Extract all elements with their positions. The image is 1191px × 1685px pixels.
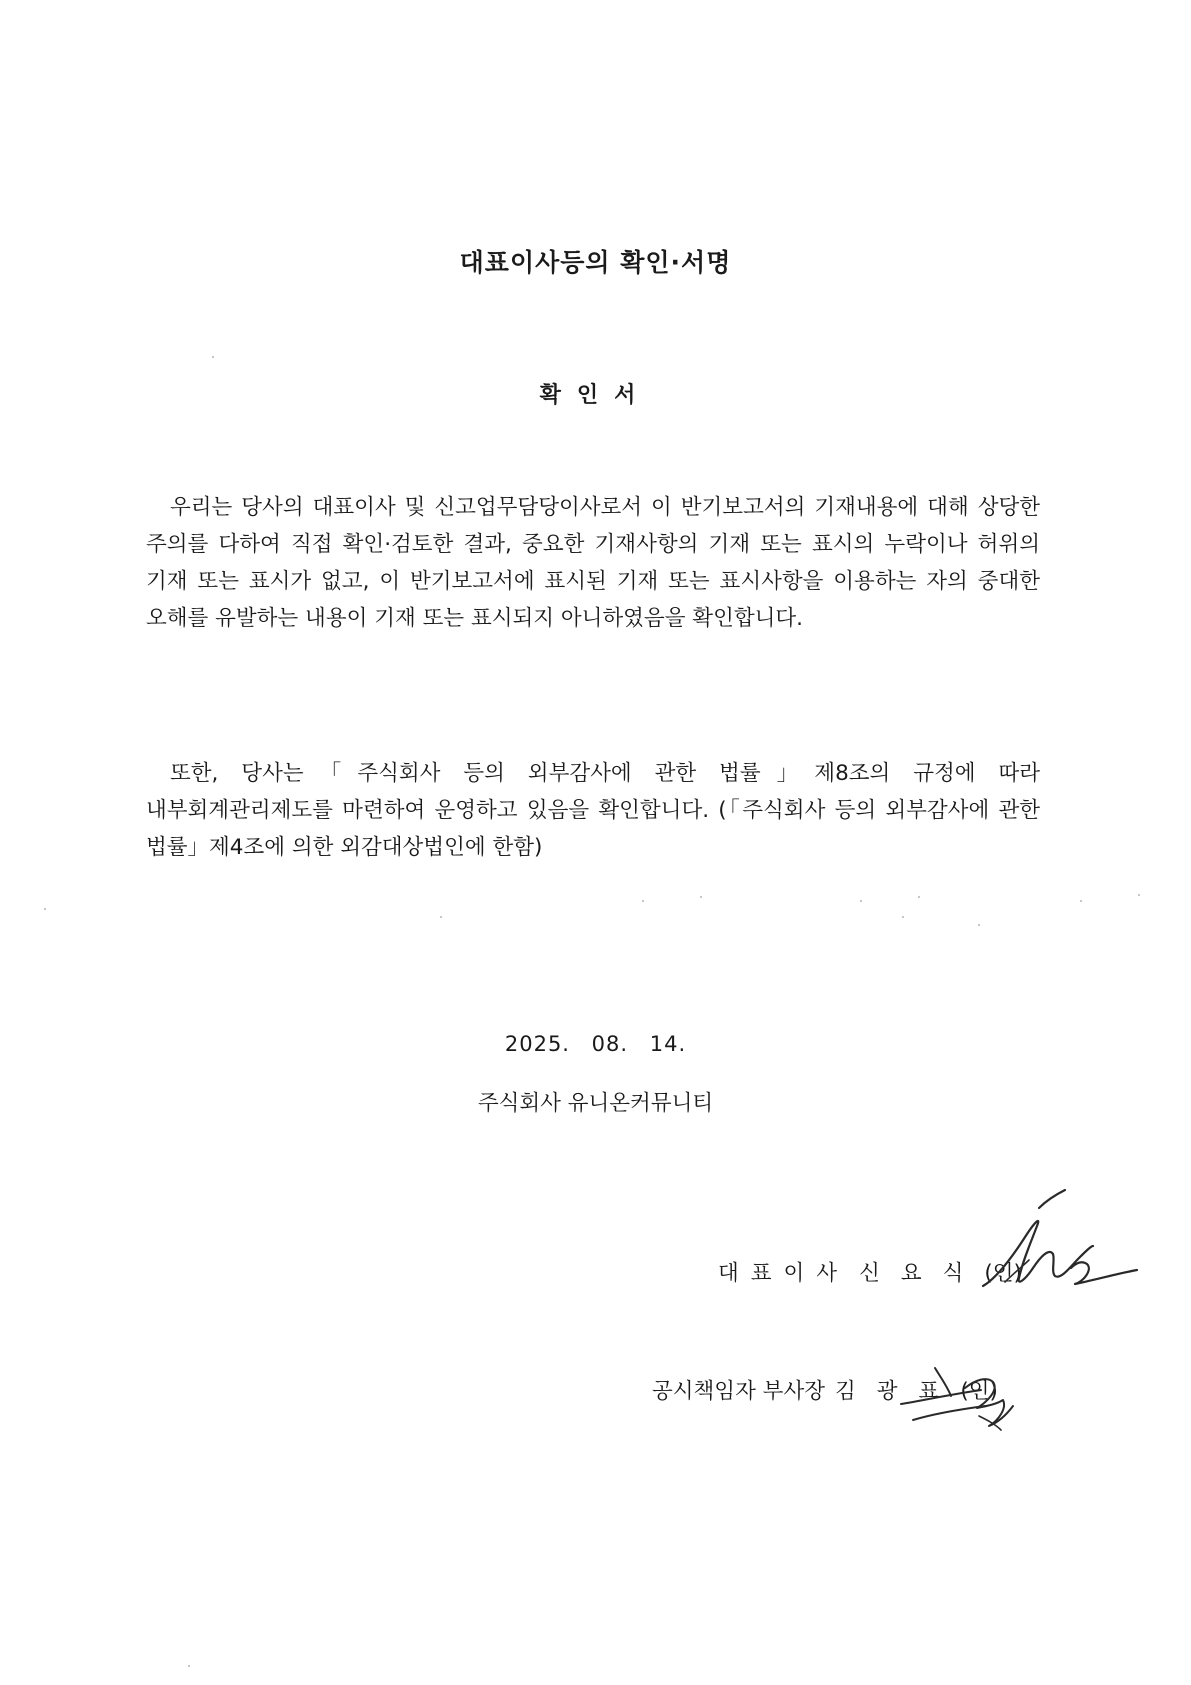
signatory-name: 김광표 bbox=[835, 1379, 961, 1404]
document-subtitle: 확인서 bbox=[539, 383, 652, 408]
signatory-role: 대표이사 bbox=[718, 1261, 850, 1286]
document-date: 2025. 08. 14. bbox=[504, 1032, 687, 1056]
scan-speck bbox=[44, 908, 46, 910]
scan-speck bbox=[188, 1665, 190, 1667]
seal-mark: (인) bbox=[984, 1261, 1022, 1286]
document-title: 대표이사등의 확인·서명 bbox=[459, 248, 732, 277]
signatory-ceo bbox=[718, 1256, 1022, 1287]
scan-speck bbox=[918, 896, 920, 898]
scan-speck bbox=[440, 916, 442, 918]
signatory-name: 신요식 bbox=[859, 1261, 985, 1286]
seal-mark: (인) bbox=[960, 1379, 998, 1404]
scan-speck bbox=[642, 900, 644, 902]
internal-control-paragraph: 또한, 당사는「주식회사 등의 외부감사에 관한 법률」제8조의 규정에 따라 내부회계관리제도를 마련하여 운영하고 있음을 확인합니다. (「주식회사 등의 외부감사에 관한 법률」제4조에 의한 외감대상법인에 한함) bbox=[146, 761, 1040, 860]
confirmation-paragraph: 우리는 당사의 대표이사 및 신고업무담당이사로서 이 반기보고서의 기재내용에 대해 상당한 주의를 다하여 직접 확인·검토한 결과, 중요한 기재사항의 기재 또는 표시의 누락이나 허위의 기재 또는 표시가 없고, 이 반기보고서에 표시된 기재 또는 표시사항을 이용하는 자의 중대한 오해를 유발하는 내용이 기재 또는 표시되지 아니하였음을 확인합니다. bbox=[146, 495, 1040, 631]
scan-speck bbox=[1138, 894, 1140, 896]
scan-speck bbox=[1080, 900, 1082, 902]
signatory-role: 공시책임자 부사장 bbox=[652, 1379, 825, 1404]
scan-speck bbox=[700, 896, 702, 898]
company-name: 주식회사 유니온커뮤니티 bbox=[477, 1091, 714, 1116]
scan-speck bbox=[860, 900, 862, 902]
scan-speck bbox=[978, 924, 980, 926]
signatory-disclosure-officer bbox=[652, 1374, 998, 1405]
scan-speck bbox=[212, 356, 214, 358]
scan-speck bbox=[902, 916, 904, 918]
